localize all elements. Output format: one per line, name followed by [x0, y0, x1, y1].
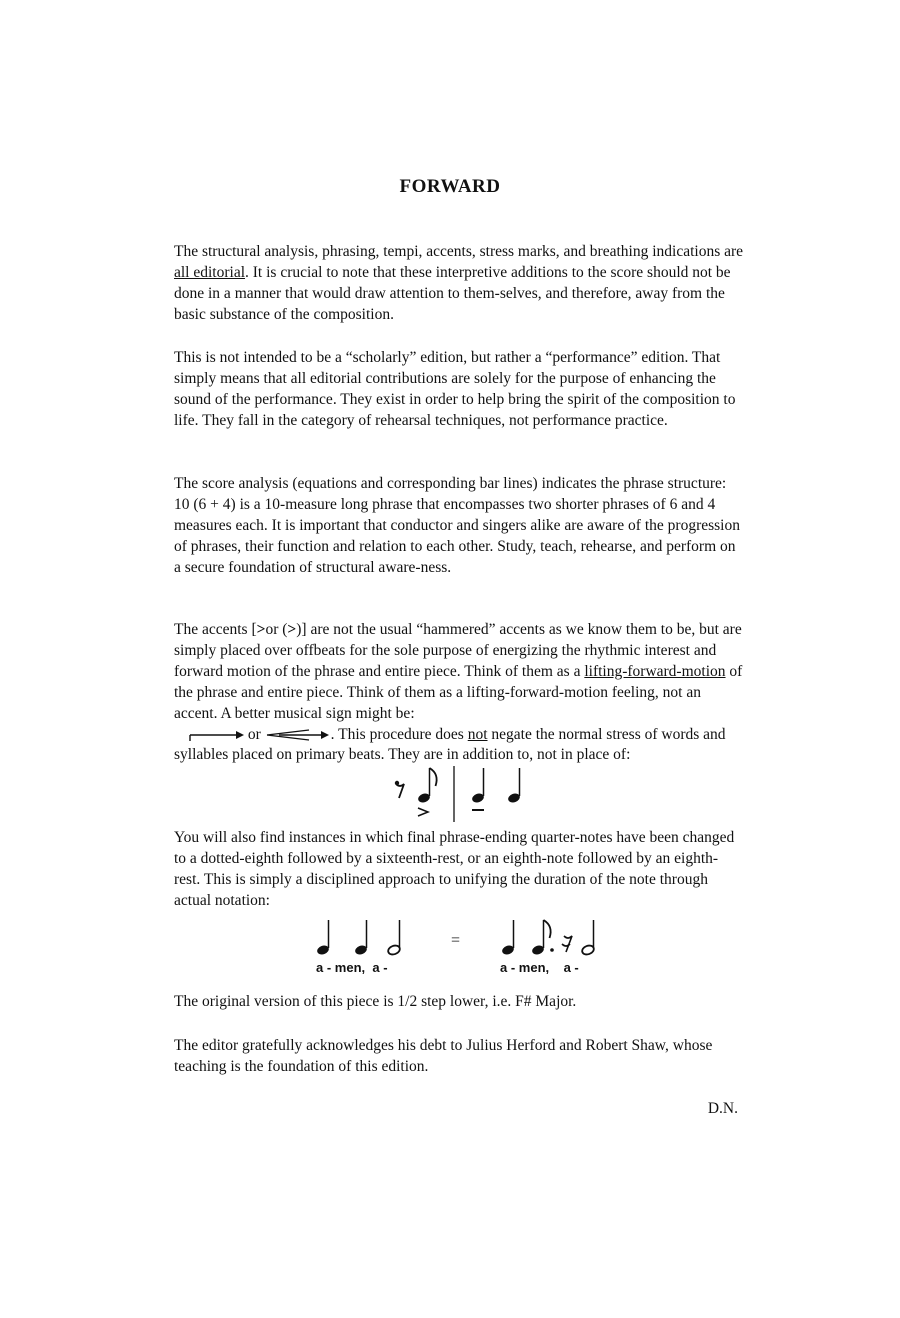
paragraph-accents: The accents [>or (>)] are not the usual “hammered” accents as we know them to be, but are simply placed over offbeats for the sole purpose of energizing the rhythmic interest and forward motion of the phrase and entire piece. Think of them as a lifting-forward-motion of the phrase and entire piece. Think of them as a lifting-forward-motion feeling, not an accent. A better musical sign might be: or . This procedure does not negate the normal stress of words and syllables placed on primary beats. They are in addition to, not in place of:	[174, 621, 743, 764]
notation-example-amen	[312, 914, 622, 976]
equals-sign: =	[451, 932, 461, 949]
forward-arrow-sign-icon	[186, 728, 244, 742]
not-underlined: not	[467, 725, 488, 743]
signoff-initials: D.N.	[707, 1100, 738, 1117]
accent-symbol-parenthesized: >	[287, 621, 297, 638]
accent-symbol: >	[256, 621, 266, 638]
lifting-forward-motion-underlined: lifting-forward-motion	[584, 662, 726, 680]
paragraph-editorial: The structural analysis, phrasing, tempi, accents, stress marks, and breathing indications are all editorial. It is crucial to note that these interpretive additions to the score should not be done in a manner that would draw attention to them-selves, and therefore, away from the basic substance of the composition.	[174, 243, 744, 323]
paragraph-score-analysis: The score analysis (equations and corresponding bar lines) indicates the phrase structure: 10 (6 + 4) is a 10-measure long phrase that encompasses two shorter phrases of 6 and 4 measures each. It is important that conductor and singers alike are aware of the progression of phrases, their function and relation to each other. Study, teach, rehearse, and perform on a secure foundation of structural aware-ness.	[174, 475, 740, 576]
notation-example-accents	[390, 764, 540, 828]
paragraph-performance-edition: This is not intended to be a “scholarly” edition, but rather a “performance” edition. That simply means that all editorial contributions are solely for the purpose of enhancing the sound of the performance. They exist in order to help bring the spirit of the composition to life. They fall in the category of rehearsal techniques, not performance practice.	[174, 349, 736, 429]
crescendo-arrow-sign-icon	[265, 728, 331, 742]
all-editorial-underlined: all editorial	[174, 263, 246, 281]
paragraph-acknowledgement: The editor gratefully acknowledges his debt to Julius Herford and Robert Shaw, whose teaching is the foundation of this edition.	[174, 1037, 713, 1075]
notation-accents-svg	[390, 764, 540, 828]
paragraph-original-version: The original version of this piece is 1/2 step lower, i.e. F# Major.	[174, 993, 577, 1010]
lyrics-left: a - men, a -	[316, 960, 388, 975]
lyrics-right: a - men, a -	[500, 960, 579, 975]
paragraph-phrase-endings: You will also find instances in which final phrase-ending quarter-notes have been changed to a dotted-eighth followed by a sixteenth-rest, or an eighth-note followed by an eighth-rest. This is simply a disciplined approach to unifying the duration of the note through actual notation:	[174, 829, 735, 909]
page-title: FORWARD	[399, 176, 501, 197]
